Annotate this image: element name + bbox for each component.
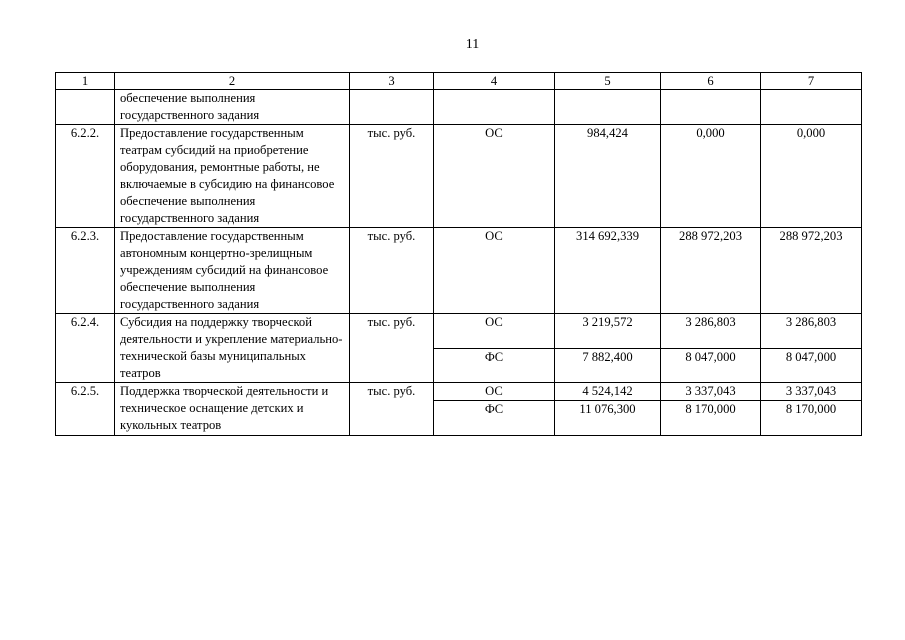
row-value-5 [555,90,661,125]
row-number: 6.2.5. [56,383,115,436]
row-source: ОС [434,228,555,314]
row-number: 6.2.2. [56,125,115,228]
header-col-3: 3 [350,73,434,90]
row-source: ФС [434,348,555,383]
header-col-2: 2 [115,73,350,90]
header-row [56,73,862,90]
row-value-6: 0,000 [661,125,761,228]
row-value-6: 8 170,000 [661,401,761,436]
row-value-5: 11 076,300 [555,401,661,436]
row-number: 6.2.3. [56,228,115,314]
table-row [56,314,862,349]
row-name: Предоставление государственным театрам субсидий на приобретение оборудования, ремонтные работы, не включаемые в субсидию на финансовое обеспечение выполнения государственного задания [115,125,350,228]
header-col-4: 4 [434,73,555,90]
row-value-7: 8 170,000 [761,401,862,436]
table-row [56,383,862,401]
row-value-7: 3 286,803 [761,314,862,349]
row-value-6: 8 047,000 [661,348,761,383]
row-unit: тыс. руб. [350,125,434,228]
header-col-6: 6 [661,73,761,90]
row-unit: тыс. руб. [350,383,434,436]
budget-table [55,72,862,436]
row-value-6: 3 286,803 [661,314,761,349]
row-name: Поддержка творческой деятельности и техническое оснащение детских и кукольных театров [115,383,350,436]
page-number: 11 [465,37,480,52]
header-col-7: 7 [761,73,862,90]
row-value-6 [661,90,761,125]
header-col-1: 1 [56,73,115,90]
row-unit [350,90,434,125]
row-name: обеспечение выполнения государственного задания [115,90,350,125]
row-source: ОС [434,125,555,228]
header-col-5: 5 [555,73,661,90]
row-value-5: 7 882,400 [555,348,661,383]
row-value-7: 0,000 [761,125,862,228]
row-value-6: 288 972,203 [661,228,761,314]
row-value-5: 984,424 [555,125,661,228]
row-source: ОС [434,314,555,349]
table-row [56,228,862,314]
row-value-5: 4 524,142 [555,383,661,401]
row-name: Предоставление государственным автономным концертно-зрелищным учреждениям субсидий на финансовое обеспечение выполнения государственного задания [115,228,350,314]
row-value-7: 8 047,000 [761,348,862,383]
row-value-5: 314 692,339 [555,228,661,314]
row-unit: тыс. руб. [350,314,434,383]
row-number [56,90,115,125]
row-value-7: 3 337,043 [761,383,862,401]
row-unit: тыс. руб. [350,228,434,314]
row-value-7 [761,90,862,125]
row-value-7: 288 972,203 [761,228,862,314]
row-value-6: 3 337,043 [661,383,761,401]
table-row [56,125,862,228]
row-source: ОС [434,383,555,401]
table-row [56,90,862,125]
row-value-5: 3 219,572 [555,314,661,349]
row-source: ФС [434,401,555,436]
row-name: Субсидия на поддержку творческой деятельности и укрепление материально-технической базы муниципальных театров [115,314,350,383]
row-number: 6.2.4. [56,314,115,383]
row-source [434,90,555,125]
